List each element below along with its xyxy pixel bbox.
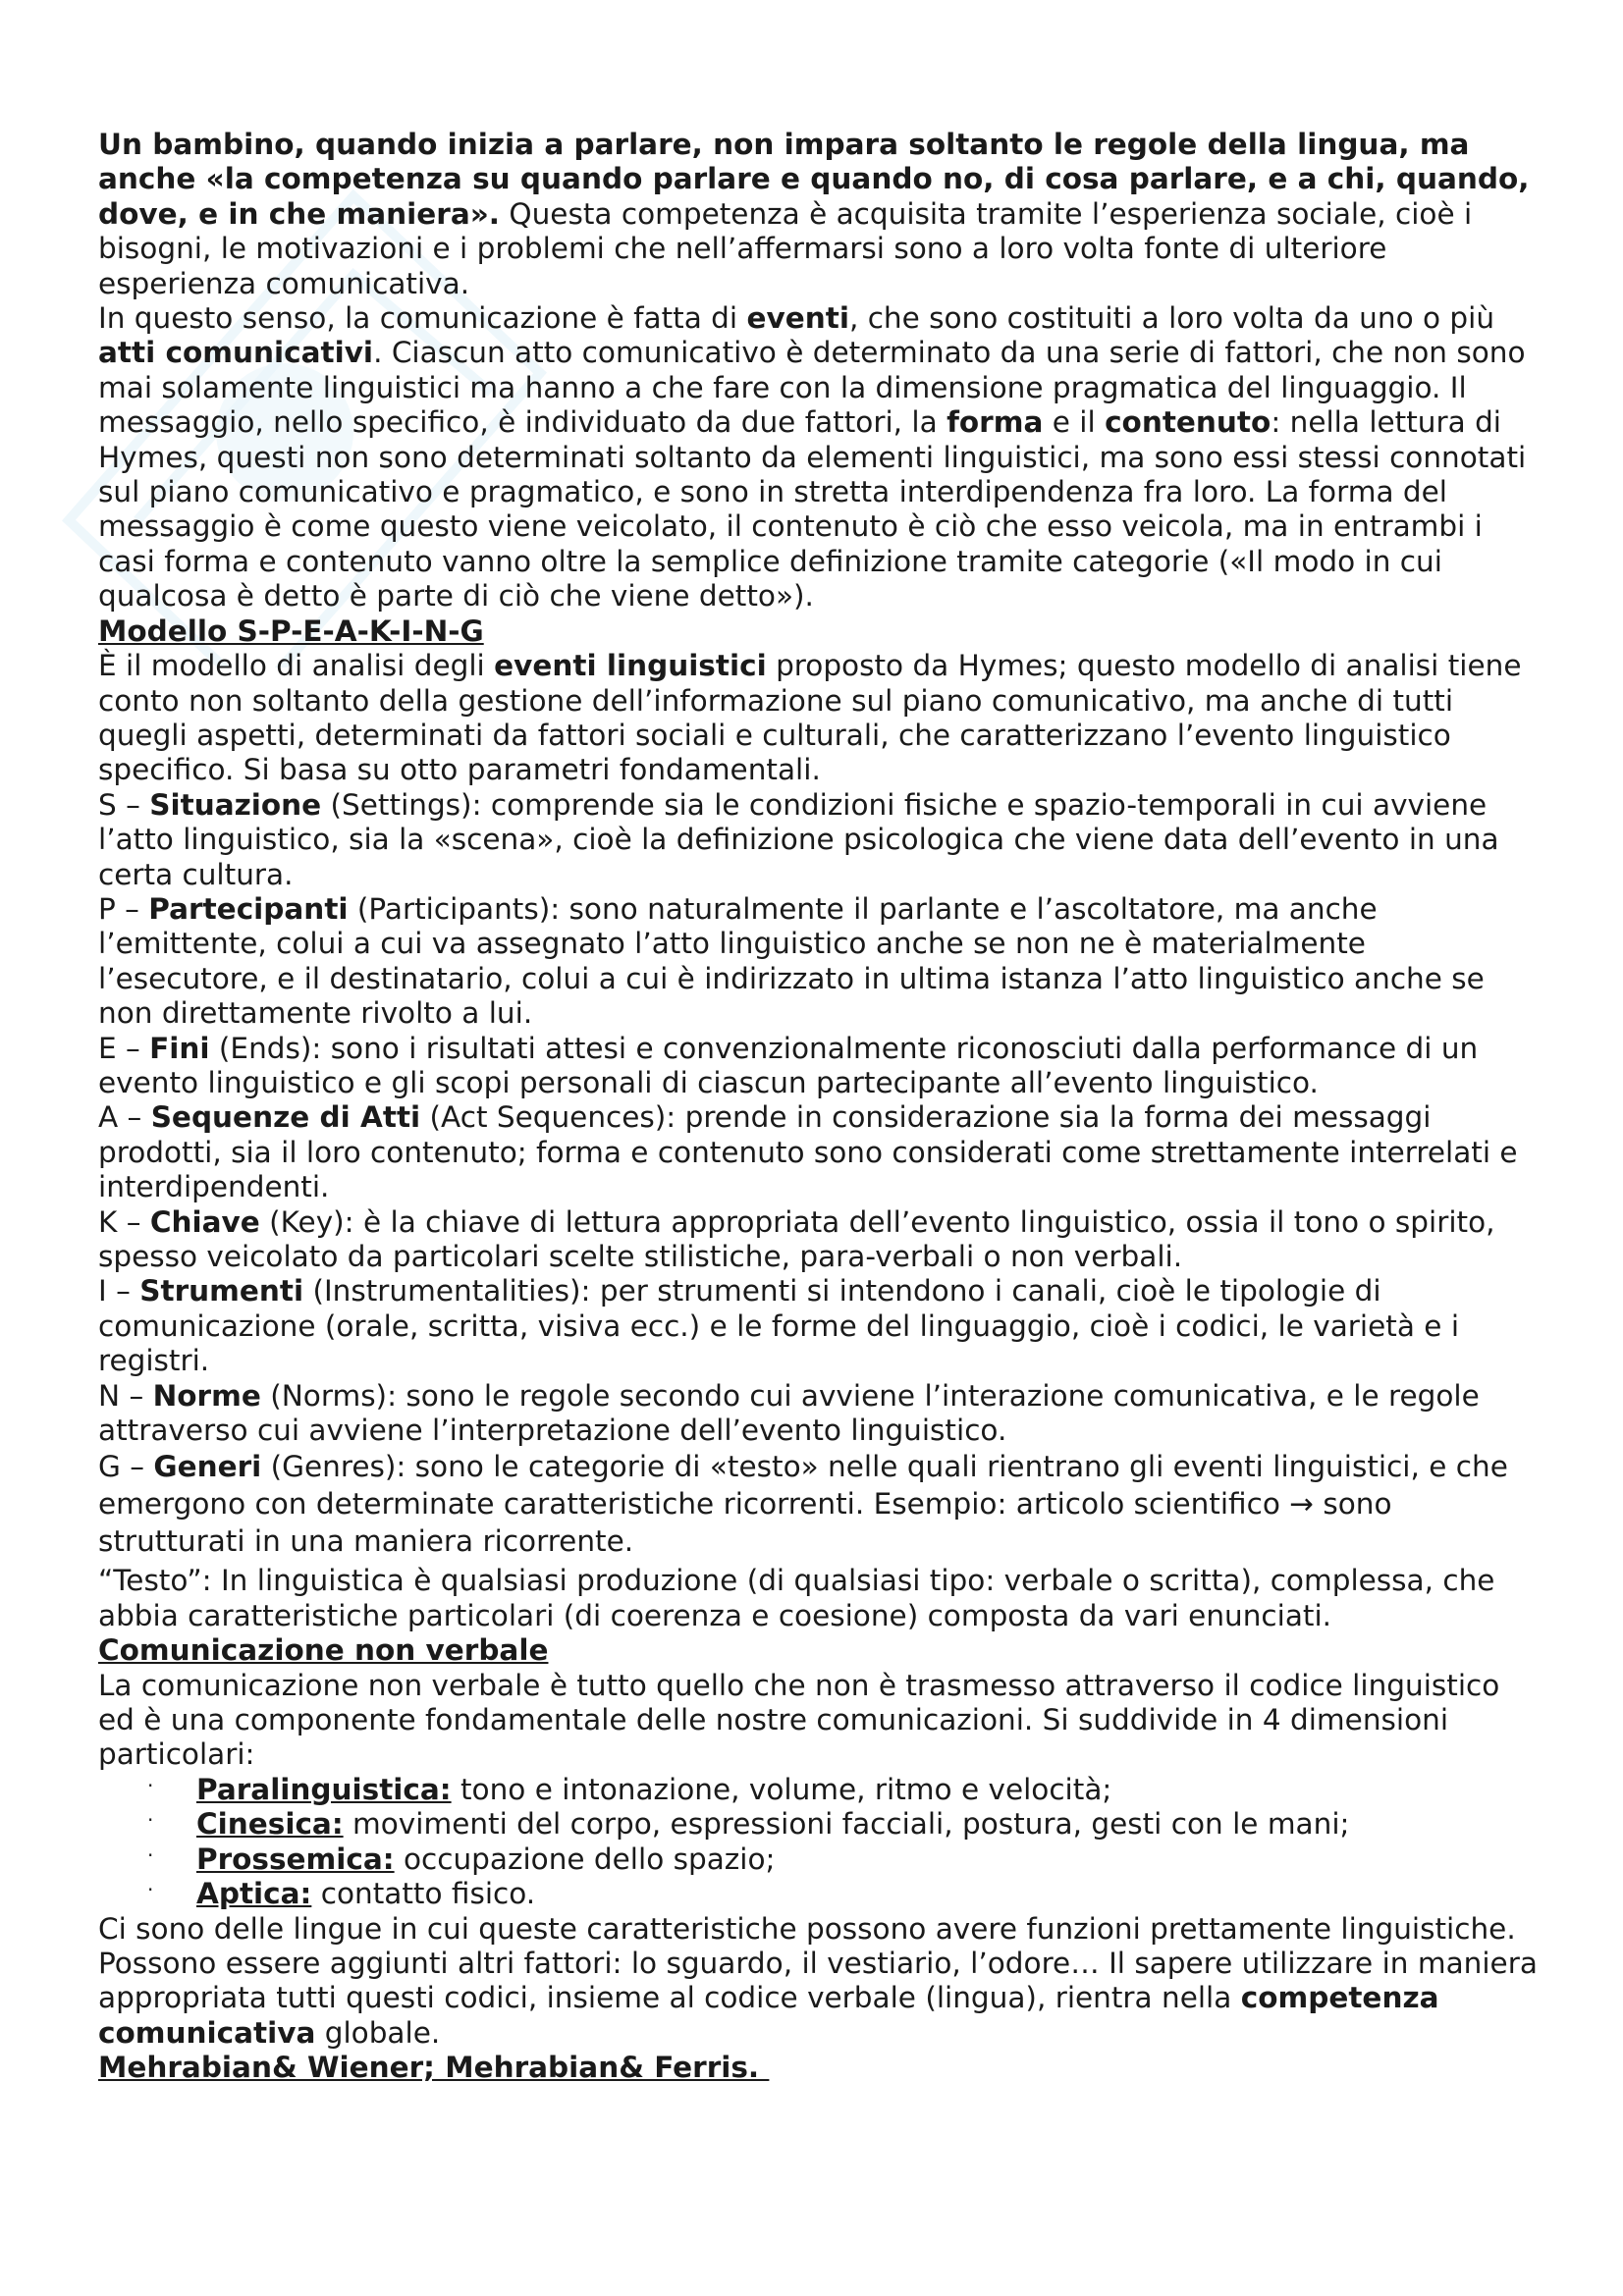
speaking-item-a [98, 1100, 1542, 1204]
list-item [147, 1807, 1542, 1842]
speaking-text: (Settings): comprende sia le condizioni fisiche e spazio-temporali in cui avviene l’atto linguistico, sia la «scena», cioè la definizione psicologica che viene data dell’evento in una certa cultura. [98, 787, 1499, 891]
speaking-name: Partecipanti [148, 891, 349, 926]
bullet-icon: · [147, 1842, 154, 1867]
list-item [147, 1772, 1542, 1807]
intro-paragraph [98, 128, 1542, 301]
speaking-item-s [98, 788, 1542, 892]
term-eventi: eventi [746, 301, 849, 336]
speaking-intro-text-2: proposto da Hymes; questo modello di analisi tiene conto non soltanto della gestione dell’informazione sul piano comunicativo, ma anche di tutti quegli aspetti, determinati da fattori sociali e culturali, che caratterizzano l’evento linguistico specifico. Si basa su otto parametri fondamentali. [98, 649, 1522, 787]
languages-note: Ci sono delle lingue in cui queste caratteristiche possono avere funzioni prettamente linguistiche. [98, 1911, 1516, 1946]
speaking-name: Sequenze di Atti [150, 1100, 421, 1135]
term-contenuto: contenuto [1105, 405, 1271, 440]
intro-text: Questa competenza è acquisita tramite l’esperienza sociale, cioè i bisogni, le motivazioni e i problemi che nell’affermarsi sono a loro volta fonte di ulteriore esperienza comunicativa. [98, 196, 1473, 300]
document-page [98, 128, 1542, 2086]
list-item [147, 1842, 1542, 1877]
nonverbal-intro: La comunicazione non verbale è tutto quello che non è trasmesso attraverso il codice linguistico ed è una componente fondamentale delle nostre comunicazioni. Si suddivide in 4 dimensioni particolari: [98, 1668, 1500, 1772]
bullet-icon: · [147, 1808, 154, 1833]
speaking-letter: E – [98, 1031, 150, 1065]
speaking-name: Situazione [149, 787, 322, 822]
speaking-letter: S – [98, 787, 150, 822]
dimension-text: movimenti del corpo, espressioni facciali, postura, gesti con le mani; [343, 1807, 1350, 1842]
events-text-5: : nella lettura di Hymes, questi non sono determinati soltanto da elementi linguistici, ma sono essi stessi connotati sul piano comunicativo e pragmatico, e sono in stretta interdipendenza fra loro. La forma del messaggio è come questo viene veicolato, il contenuto è ciò che esso veicola, ma in entrambi i casi forma e contenuto vanno oltre la semplice definizione tramite categorie («Il modo in cui qualcosa è detto è parte di ciò che viene detto»). [98, 405, 1527, 614]
speaking-name: Norme [152, 1378, 261, 1413]
speaking-letter: N – [98, 1378, 153, 1413]
list-item [147, 1877, 1542, 1911]
speaking-text: (Norms): sono le regole secondo cui avviene l’interazione comunicativa, e le regole attraverso cui avviene l’interpretazione dell’evento linguistico. [98, 1378, 1480, 1448]
dimension-label: Paralinguistica: [196, 1772, 452, 1806]
speaking-item-e [98, 1032, 1542, 1101]
dimension-text: contatto fisico. [311, 1877, 536, 1911]
dimension-text: tono e intonazione, volume, ritmo e velocità; [451, 1772, 1112, 1806]
speaking-text: (Key): è la chiave di lettura appropriata dell’evento linguistico, ossia il tono o spirito, spesso veicolato da particolari scelte stilistiche, para-verbali o non verbali. [98, 1204, 1495, 1273]
other-factors-text-1: Possono essere aggiunti altri fattori: lo sguardo, il vestiario, l’odore… Il sapere utilizzare in maniera appropriata tutti questi codici, insieme al codice verbale (lingua), rientra nella [98, 1946, 1538, 2015]
speaking-item-i [98, 1274, 1542, 1378]
closing-heading: Mehrabian& Wiener; Mehrabian& Ferris. [98, 2051, 770, 2085]
events-text-3: . Ciascun atto comunicativo è determinato da una serie di fattori, che non sono mai solamente linguistici ma hanno a che fare con la dimensione pragmatica del linguaggio. Il messaggio, nello specifico, è individuato da due fattori, la [98, 336, 1526, 440]
term-eventi-linguistici: eventi linguistici [494, 649, 767, 683]
speaking-heading: Modello S-P-E-A-K-I-N-G [98, 614, 484, 648]
speaking-letter: I – [98, 1274, 140, 1308]
events-text-4: e il [1043, 405, 1106, 440]
speaking-name: Fini [149, 1031, 210, 1065]
speaking-intro [98, 649, 1542, 788]
speaking-text: (Participants): sono naturalmente il parlante e l’ascoltatore, ma anche l’emittente, colui a cui va assegnato l’atto linguistico anche se non ne è materialmente l’esecutore, e il destinatario, colui a cui è indirizzato in ultima istanza l’atto linguistico anche se non direttamente rivolto a lui. [98, 891, 1485, 1031]
speaking-name: Chiave [149, 1204, 260, 1239]
dimension-label: Prossemica: [196, 1842, 395, 1876]
speaking-letter: G – [98, 1450, 154, 1484]
term-competenza-comunicativa: competenza comunicativa [98, 1981, 1439, 2050]
intro-bold-sentence: Un bambino, quando inizia a parlare, non impara soltanto le regole della lingua, ma anche «la competenza su quando parlare e quando no, di cosa parlare, e a chi, quando, dove, e in che maniera». [98, 128, 1530, 231]
dimension-label: Aptica: [196, 1877, 312, 1911]
speaking-name: Generi [153, 1450, 262, 1484]
speaking-letter: A – [98, 1100, 151, 1135]
term-forma: forma [947, 405, 1044, 440]
speaking-name: Strumenti [139, 1274, 304, 1308]
nonverbal-dimensions-list [98, 1773, 1542, 1912]
speaking-text: (Ends): sono i risultati attesi e convenzionalmente riconosciuti dalla performance di un evento linguistico e gli scopi personali di ciascun partecipante all’evento linguistico. [98, 1031, 1479, 1099]
events-text-1: In questo senso, la comunicazione è fatta di [98, 301, 747, 336]
other-factors-paragraph [98, 1947, 1542, 2051]
other-factors-text-2: globale. [315, 2015, 441, 2050]
speaking-item-g [98, 1448, 1542, 1560]
bullet-icon: · [147, 1773, 154, 1797]
speaking-text: (Instrumentalities): per strumenti si intendono i canali, cioè le tipologie di comunicazione (orale, scritta, visiva ecc.) e le forme del linguaggio, cioè i codici, le varietà e i registri. [98, 1274, 1460, 1378]
term-atti-comunicativi: atti comunicativi [98, 336, 374, 370]
dimension-text: occupazione dello spazio; [394, 1842, 776, 1876]
speaking-text: (Act Sequences): prende in considerazione sia la forma dei messaggi prodotti, sia il loro contenuto; forma e contenuto sono considerati come strettamente interrelati e interdipendenti. [98, 1100, 1518, 1204]
testo-note: “Testo”: In linguistica è qualsiasi produzione (di qualsiasi tipo: verbale o scritta), complessa, che abbia caratteristiche particolari (di coerenza e coesione) composta da vari enunciati. [98, 1564, 1495, 1632]
events-paragraph [98, 301, 1542, 614]
nonverbal-heading: Comunicazione non verbale [98, 1633, 549, 1668]
speaking-item-k [98, 1205, 1542, 1275]
dimension-label: Cinesica: [196, 1807, 344, 1842]
speaking-letter: P – [98, 891, 149, 926]
speaking-intro-text-1: È il modello di analisi degli [98, 649, 495, 683]
speaking-item-p [98, 892, 1542, 1032]
bullet-icon: · [147, 1878, 154, 1902]
speaking-letter: K – [98, 1204, 150, 1239]
speaking-text: (Genres): sono le categorie di «testo» nelle quali rientrano gli eventi linguistici, e che emergono con determinate caratteristiche ricorrenti. Esempio: articolo scientifico → sono strutturati in una maniera ricorrente. [98, 1450, 1508, 1559]
speaking-item-n [98, 1379, 1542, 1449]
events-text-2: , che sono costituiti a loro volta da uno o più [848, 301, 1495, 336]
